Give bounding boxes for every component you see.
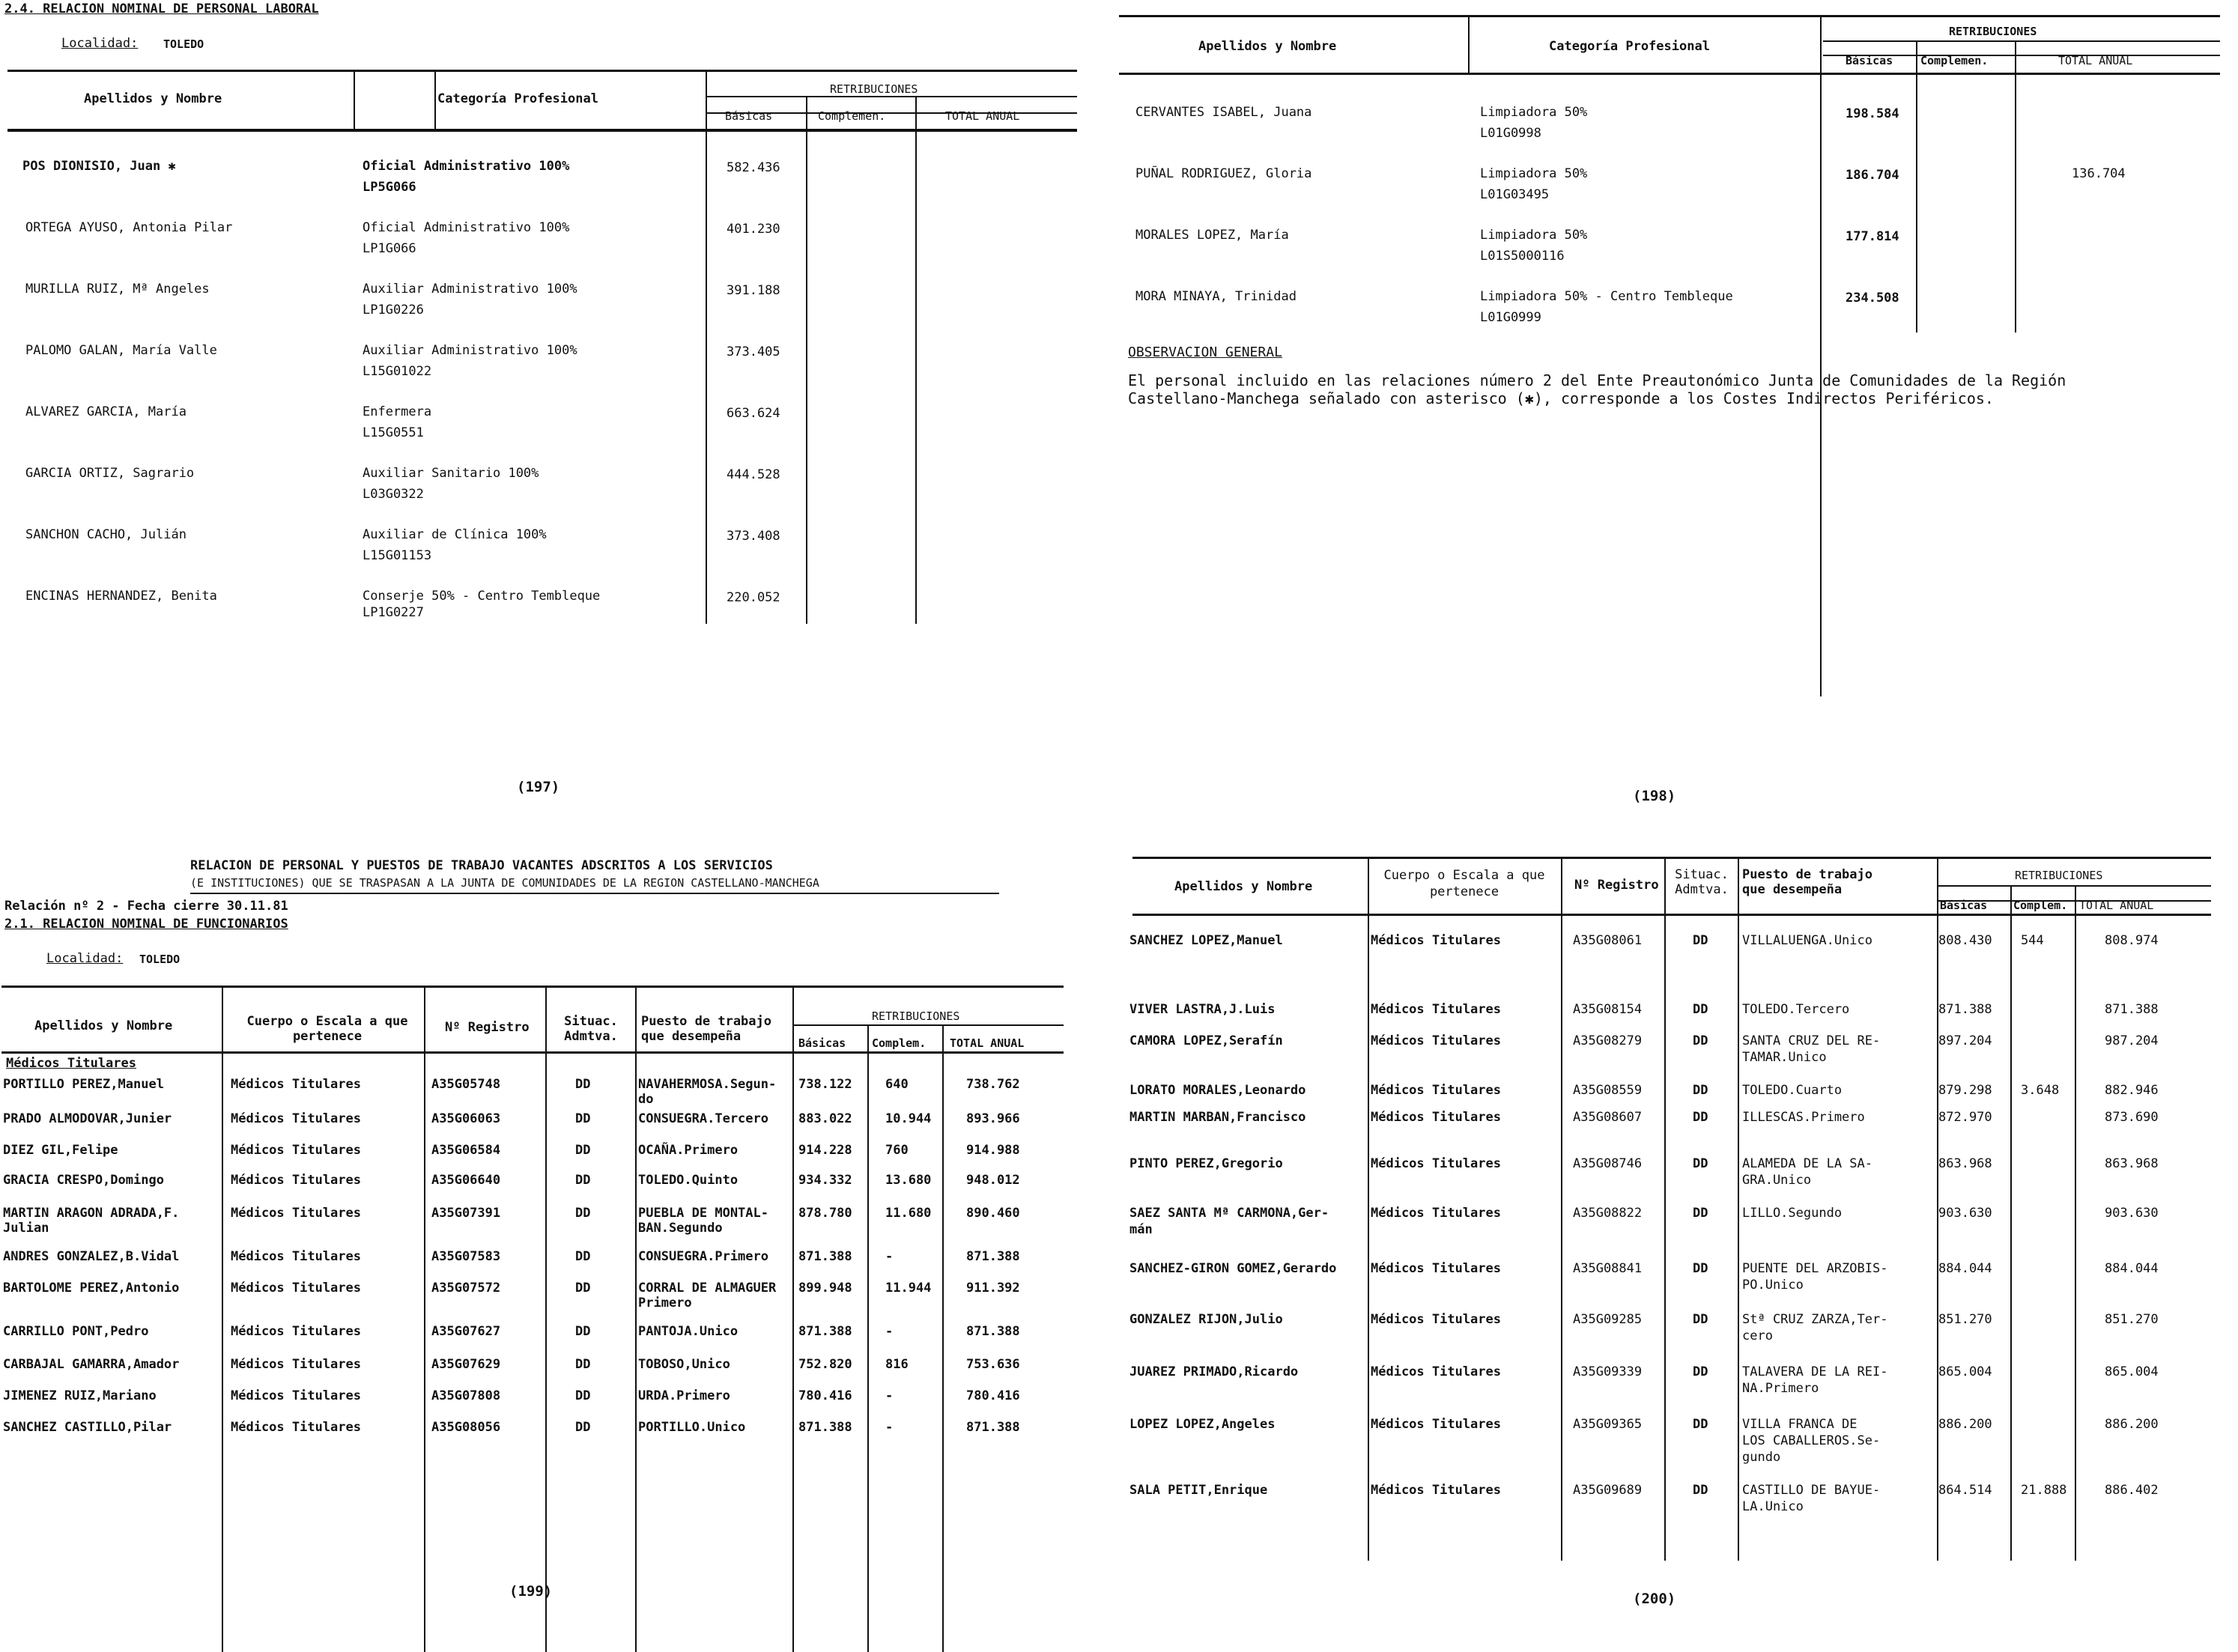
table-cell: VILLA FRANCA DE	[1742, 1417, 1858, 1432]
col-header-comp: Complemen.	[818, 109, 886, 123]
table-cell: 871.388	[966, 1420, 1020, 1435]
table-cell: DIEZ GIL,Felipe	[3, 1143, 118, 1158]
page-200	[1116, 839, 2238, 1610]
table-cell: 780.416	[798, 1388, 852, 1403]
col-header-comp: Complem.	[872, 1036, 927, 1050]
table-cell: PANTOJA.Unico	[638, 1324, 739, 1339]
table-cell: 816	[885, 1357, 909, 1372]
table-cell: DD	[1693, 1156, 1708, 1171]
table-cell: 873.690	[2105, 1110, 2159, 1125]
table-cell: 899.948	[798, 1281, 852, 1296]
table-cell: 914.988	[966, 1143, 1020, 1158]
table-cell: A35G09285	[1573, 1312, 1643, 1327]
page-198	[1116, 0, 2238, 805]
table-cell: DD	[575, 1173, 591, 1188]
table-cell: GRACIA CRESPO,Domingo	[3, 1173, 164, 1188]
table-cell: A35G08822	[1573, 1206, 1643, 1221]
table-cell: A35G09339	[1573, 1364, 1643, 1379]
table-cell: -	[885, 1324, 894, 1339]
table-cell: Conserje 50% - Centro Tembleque	[363, 589, 601, 604]
table-cell: L15G0551	[363, 425, 424, 440]
table-cell: A35G09689	[1573, 1483, 1643, 1498]
table-cell: LP1G0227	[363, 605, 424, 620]
table-cell: 808.430	[1938, 933, 1992, 948]
table-cell: A35G08154	[1573, 1002, 1643, 1017]
table-cell: L15G01153	[363, 548, 432, 563]
table-cell: LP5G066	[363, 180, 416, 195]
table-cell: 663.624	[727, 406, 780, 421]
section-title: 2.1. RELACION NOMINAL DE FUNCIONARIOS	[4, 917, 288, 932]
table-cell: NAVAHERMOSA.Segun-	[638, 1077, 777, 1092]
table-cell: CORRAL DE ALMAGUER	[638, 1281, 777, 1296]
table-cell: A35G09365	[1573, 1417, 1643, 1432]
table-cell: -	[885, 1420, 894, 1435]
table-cell: A35G08056	[431, 1420, 501, 1435]
col-header-bas: Básicas	[725, 109, 773, 123]
table-cell: A35G06640	[431, 1173, 501, 1188]
table-cell: 934.332	[798, 1173, 852, 1188]
table-cell: 851.270	[2105, 1312, 2159, 1327]
table-cell: Médicos Titulares	[231, 1111, 361, 1126]
table-cell: 198.584	[1846, 106, 1899, 121]
table-cell: ILLESCAS.Primero	[1742, 1110, 1865, 1125]
table-cell: 373.408	[727, 529, 780, 544]
table-cell: DD	[575, 1249, 591, 1264]
observation-text: El personal incluido en las relaciones número 2 del Ente Preautonómico Junta de Comunidades de la Región	[1128, 371, 2066, 389]
table-cell: A35G08559	[1573, 1083, 1643, 1098]
table-cell: DD	[1693, 1364, 1708, 1379]
table-cell: 878.780	[798, 1206, 852, 1221]
table-row: MORALES LOPEZ, María	[1135, 228, 1289, 243]
table-cell: ANDRES GONZALEZ,B.Vidal	[3, 1249, 180, 1264]
table-cell: Médicos Titulares	[1371, 1417, 1501, 1432]
table-cell: SANCHEZ-GIRON GOMEZ,Gerardo	[1129, 1261, 1337, 1276]
table-cell: NA.Primero	[1742, 1381, 1819, 1396]
col-header-reg: Nº Registro	[1574, 878, 1659, 893]
table-cell: Médicos Titulares	[231, 1324, 361, 1339]
col-header-cat: Categoría Profesional	[1549, 39, 1710, 54]
table-cell: 738.122	[798, 1077, 852, 1092]
table-cell: Oficial Administrativo 100%	[363, 159, 570, 174]
table-cell: 640	[885, 1077, 909, 1092]
table-cell: Auxiliar de Clínica 100%	[363, 527, 547, 542]
locality-value: TOLEDO	[139, 953, 181, 966]
table-cell: TOLEDO.Cuarto	[1742, 1083, 1843, 1098]
table-cell: Médicos Titulares	[1371, 1364, 1501, 1379]
table-cell: BAN.Segundo	[638, 1221, 723, 1236]
table-cell: Auxiliar Administrativo 100%	[363, 343, 577, 358]
table-cell: DD	[575, 1111, 591, 1126]
table-cell: A35G07391	[431, 1206, 501, 1221]
table-cell: Auxiliar Administrativo 100%	[363, 282, 577, 297]
table-cell: PORTILLO.Unico	[638, 1420, 746, 1435]
table-cell: LOPEZ LOPEZ,Angeles	[1129, 1417, 1276, 1432]
table-cell: 886.402	[2105, 1483, 2159, 1498]
table-cell: 911.392	[966, 1281, 1020, 1296]
table-cell: 753.636	[966, 1357, 1020, 1372]
table-cell: DD	[1693, 1417, 1708, 1432]
table-cell: 865.004	[2105, 1364, 2159, 1379]
table-cell: LORATO MORALES,Leonardo	[1129, 1083, 1306, 1098]
table-cell: 863.968	[1938, 1156, 1992, 1171]
page-197	[0, 0, 1094, 805]
table-cell: DD	[1693, 1083, 1708, 1098]
table-cell: L01G0998	[1480, 126, 1541, 141]
table-row: PALOMO GALAN, María Valle	[25, 343, 217, 358]
table-cell: -	[885, 1388, 894, 1403]
table-cell: 11.680	[885, 1206, 932, 1221]
table-cell: TAMAR.Unico	[1742, 1050, 1827, 1065]
table-cell: 948.012	[966, 1173, 1020, 1188]
table-cell: L01S5000116	[1480, 249, 1565, 264]
table-cell: Médicos Titulares	[231, 1388, 361, 1403]
table-cell: CONSUEGRA.Tercero	[638, 1111, 768, 1126]
table-cell: DD	[1693, 1002, 1708, 1017]
table-cell: OCAÑA.Primero	[638, 1143, 739, 1158]
table-row: ENCINAS HERNANDEZ, Benita	[25, 589, 217, 604]
table-cell: GONZALEZ RIJON,Julio	[1129, 1312, 1283, 1327]
table-cell: Oficial Administrativo 100%	[363, 220, 570, 235]
col-header-comp: Complemen.	[1920, 54, 1989, 67]
table-cell: Médicos Titulares	[1371, 1002, 1501, 1017]
table-cell: URDA.Primero	[638, 1388, 730, 1403]
table-cell: A35G07627	[431, 1324, 501, 1339]
col-header-puesto: Puesto de trabajo que desempeña	[1742, 867, 1872, 897]
table-cell: Limpiadora 50%	[1480, 166, 1588, 181]
table-cell: 220.052	[727, 590, 780, 605]
table-cell: 444.528	[727, 467, 780, 482]
table-cell: A35G07629	[431, 1357, 501, 1372]
col-header-bas: Básicas	[798, 1036, 846, 1050]
table-cell: GRA.Unico	[1742, 1173, 1812, 1188]
relacion-line: Relación nº 2 - Fecha cierre 30.11.81	[4, 899, 288, 914]
col-header-reg: Nº Registro	[445, 1020, 530, 1035]
table-cell: A35G05748	[431, 1077, 501, 1092]
locality-label: Localidad:	[61, 36, 139, 51]
table-row: SANCHON CACHO, Julián	[25, 527, 186, 542]
table-cell: DD	[575, 1143, 591, 1158]
observation-title: OBSERVACION GENERAL	[1128, 344, 1282, 360]
table-cell: DD	[1693, 1483, 1708, 1498]
table-row: MURILLA RUIZ, Mª Angeles	[25, 282, 210, 297]
table-cell: Médicos Titulares	[231, 1249, 361, 1264]
table-cell: A35G07583	[431, 1249, 501, 1264]
table-cell: VIVER LASTRA,J.Luis	[1129, 1002, 1276, 1017]
table-cell: PUENTE DEL ARZOBIS-	[1742, 1261, 1888, 1276]
table-cell: VILLALUENGA.Unico	[1742, 933, 1872, 948]
table-cell: A35G07808	[431, 1388, 501, 1403]
table-row: PUÑAL RODRIGUEZ, Gloria	[1135, 166, 1312, 181]
table-cell: A35G08607	[1573, 1110, 1643, 1125]
table-cell: LOS CABALLEROS.Se-	[1742, 1433, 1881, 1448]
locality-value: TOLEDO	[163, 37, 204, 51]
table-cell: DD	[575, 1206, 591, 1221]
page-number: (200)	[1633, 1591, 1676, 1607]
col-header-ret: RETRIBUCIONES	[2015, 869, 2103, 882]
table-cell: ALAMEDA DE LA SA-	[1742, 1156, 1872, 1171]
col-header-ret: RETRIBUCIONES	[1949, 25, 2037, 38]
table-cell: 871.388	[798, 1420, 852, 1435]
table-row: ORTEGA AYUSO, Antonia Pilar	[25, 220, 233, 235]
table-cell: Auxiliar Sanitario 100%	[363, 466, 539, 481]
doc-subtitle: (E INSTITUCIONES) QUE SE TRASPASAN A LA JUNTA DE COMUNIDADES DE LA REGION CASTELLANO-MANCHEGA	[190, 876, 819, 890]
col-header-cat: Categoría Profesional	[437, 91, 598, 106]
table-cell: 872.970	[1938, 1110, 1992, 1125]
table-cell: DD	[575, 1281, 591, 1296]
page-number: (199)	[509, 1583, 553, 1600]
table-cell: CARBAJAL GAMARRA,Amador	[3, 1357, 180, 1372]
table-cell: 890.460	[966, 1206, 1020, 1221]
table-cell: JUAREZ PRIMADO,Ricardo	[1129, 1364, 1299, 1379]
table-cell: 11.944	[885, 1281, 932, 1296]
table-cell: Limpiadora 50%	[1480, 105, 1588, 120]
table-cell: TOLEDO.Quinto	[638, 1173, 739, 1188]
table-cell: LP1G0226	[363, 303, 424, 318]
table-cell: Médicos Titulares	[1371, 1206, 1501, 1221]
col-header-sit: Situac. Admtva.	[1675, 867, 1729, 897]
col-header-comp: Complem.	[2013, 899, 2068, 912]
table-cell: 186.704	[1846, 168, 1899, 183]
group-label: Médicos Titulares	[6, 1056, 136, 1071]
table-row: POS DIONISIO, Juan ✱	[22, 159, 176, 174]
page-number: (197)	[517, 779, 560, 795]
table-cell: 903.630	[1938, 1206, 1992, 1221]
table-cell: 879.298	[1938, 1083, 1992, 1098]
table-cell: TALAVERA DE LA REI-	[1742, 1364, 1888, 1379]
table-cell: 136.704	[2072, 166, 2126, 181]
table-cell: 914.228	[798, 1143, 852, 1158]
table-cell: Stª CRUZ ZARZA,Ter-	[1742, 1312, 1888, 1327]
table-cell: DD	[575, 1388, 591, 1403]
table-cell: Primero	[638, 1296, 692, 1311]
table-cell: 871.388	[798, 1249, 852, 1264]
table-cell: 177.814	[1846, 229, 1899, 244]
table-cell: Médicos Titulares	[231, 1143, 361, 1158]
table-cell: DD	[1693, 1033, 1708, 1048]
table-cell: SANCHEZ LOPEZ,Manuel	[1129, 933, 1283, 948]
table-cell: Médicos Titulares	[1371, 1033, 1501, 1048]
table-cell: Limpiadora 50% - Centro Tembleque	[1480, 289, 1733, 304]
table-cell: -	[885, 1249, 894, 1264]
table-cell: CONSUEGRA.Primero	[638, 1249, 768, 1264]
table-cell: Médicos Titulares	[1371, 1483, 1501, 1498]
table-cell: 871.388	[798, 1324, 852, 1339]
table-cell: 886.200	[2105, 1417, 2159, 1432]
table-cell: PORTILLO PEREZ,Manuel	[3, 1077, 164, 1092]
table-cell: PUEBLA DE MONTAL-	[638, 1206, 768, 1221]
table-cell: 582.436	[727, 160, 780, 175]
table-cell: Médicos Titulares	[231, 1357, 361, 1372]
col-header-name: Apellidos y Nombre	[34, 1018, 173, 1033]
table-cell: 871.388	[2105, 1002, 2159, 1017]
col-header-bas: Básicas	[1940, 899, 1988, 912]
table-cell: DD	[1693, 933, 1708, 948]
col-header-cuerpo: Cuerpo o Escala a que pertenece	[1383, 868, 1545, 899]
doc-title: RELACION DE PERSONAL Y PUESTOS DE TRABAJO VACANTES ADSCRITOS A LOS SERVICIOS	[190, 858, 773, 873]
table-cell: DD	[575, 1357, 591, 1372]
table-cell: 865.004	[1938, 1364, 1992, 1379]
table-cell: 373.405	[727, 344, 780, 359]
table-cell: DD	[575, 1077, 591, 1092]
table-cell: SALA PETIT,Enrique	[1129, 1483, 1268, 1498]
table-cell: PINTO PEREZ,Gregorio	[1129, 1156, 1283, 1171]
page-number: (198)	[1633, 788, 1676, 804]
table-cell: 893.966	[966, 1111, 1020, 1126]
table-cell: 903.630	[2105, 1206, 2159, 1221]
table-cell: gundo	[1742, 1450, 1781, 1465]
table-cell: BARTOLOME PEREZ,Antonio	[3, 1281, 180, 1296]
page-199	[0, 839, 1094, 1610]
table-cell: 863.968	[2105, 1156, 2159, 1171]
table-cell: mán	[1129, 1222, 1153, 1237]
col-header-ret: RETRIBUCIONES	[872, 1009, 960, 1023]
col-header-name: Apellidos y Nombre	[84, 91, 222, 106]
table-cell: Médicos Titulares	[1371, 1156, 1501, 1171]
table-cell: L03G0322	[363, 487, 424, 502]
table-cell: DD	[575, 1324, 591, 1339]
table-cell: 234.508	[1846, 291, 1899, 306]
table-cell: Médicos Titulares	[231, 1077, 361, 1092]
table-cell: Médicos Titulares	[1371, 1110, 1501, 1125]
table-cell: Limpiadora 50%	[1480, 228, 1588, 243]
table-cell: Julian	[3, 1221, 49, 1236]
table-cell: Médicos Titulares	[1371, 1261, 1501, 1276]
table-cell: Médicos Titulares	[1371, 933, 1501, 948]
table-cell: 883.022	[798, 1111, 852, 1126]
table-cell: Enfermera	[363, 404, 432, 419]
table-cell: LA.Unico	[1742, 1499, 1804, 1514]
col-header-tot: TOTAL ANUAL	[2079, 899, 2154, 912]
table-row: ALVAREZ GARCIA, María	[25, 404, 186, 419]
table-cell: 886.200	[1938, 1417, 1992, 1432]
table-cell: L15G01022	[363, 364, 432, 379]
table-cell: cero	[1742, 1328, 1773, 1343]
table-cell: Médicos Titulares	[1371, 1312, 1501, 1327]
table-cell: 10.944	[885, 1111, 932, 1126]
col-header-puesto: Puesto de trabajo que desempeña	[641, 1014, 771, 1044]
table-cell: DD	[1693, 1206, 1708, 1221]
table-cell: 871.388	[1938, 1002, 1992, 1017]
table-cell: 391.188	[727, 283, 780, 298]
table-cell: 884.044	[1938, 1261, 1992, 1276]
table-cell: 3.648	[2021, 1083, 2060, 1098]
table-cell: CARRILLO PONT,Pedro	[3, 1324, 149, 1339]
table-cell: TOBOSO,Unico	[638, 1357, 730, 1372]
col-header-tot: TOTAL ANUAL	[2058, 54, 2133, 67]
table-cell: 884.044	[2105, 1261, 2159, 1276]
table-cell: 808.974	[2105, 933, 2159, 948]
table-cell: A35G07572	[431, 1281, 501, 1296]
locality-label: Localidad:	[46, 951, 124, 966]
table-cell: 760	[885, 1143, 909, 1158]
table-cell: 864.514	[1938, 1483, 1992, 1498]
section-title: 2.4. RELACION NOMINAL DE PERSONAL LABORAL	[4, 1, 319, 16]
table-cell: 987.204	[2105, 1033, 2159, 1048]
table-cell: DD	[1693, 1110, 1708, 1125]
table-cell: PRADO ALMODOVAR,Junier	[3, 1111, 172, 1126]
table-cell: DD	[575, 1420, 591, 1435]
table-cell: Médicos Titulares	[1371, 1083, 1501, 1098]
table-cell: CAMORA LOPEZ,Serafín	[1129, 1033, 1283, 1048]
col-header-name: Apellidos y Nombre	[1198, 39, 1337, 54]
table-cell: LP1G066	[363, 241, 416, 256]
table-cell: SANTA CRUZ DEL RE-	[1742, 1033, 1881, 1048]
table-cell: A35G06063	[431, 1111, 501, 1126]
table-cell: Médicos Titulares	[231, 1281, 361, 1296]
table-cell: 544	[2021, 933, 2044, 948]
table-cell: Médicos Titulares	[231, 1206, 361, 1221]
table-cell: 13.680	[885, 1173, 932, 1188]
table-cell: A35G08841	[1573, 1261, 1643, 1276]
table-row: CERVANTES ISABEL, Juana	[1135, 105, 1312, 120]
table-cell: 21.888	[2021, 1483, 2067, 1498]
table-cell: CASTILLO DE BAYUE-	[1742, 1483, 1881, 1498]
table-cell: Médicos Titulares	[231, 1173, 361, 1188]
table-cell: 780.416	[966, 1388, 1020, 1403]
col-header-name: Apellidos y Nombre	[1174, 879, 1313, 894]
table-row: MORA MINAYA, Trinidad	[1135, 289, 1297, 304]
table-cell: A35G08746	[1573, 1156, 1643, 1171]
table-cell: A35G06584	[431, 1143, 501, 1158]
col-header-tot: TOTAL ANUAL	[950, 1036, 1025, 1050]
table-cell: do	[638, 1092, 654, 1107]
table-cell: MARTIN ARAGON ADRADA,F.	[3, 1206, 180, 1221]
col-header-sit: Situac. Admtva.	[564, 1014, 618, 1044]
table-cell: 738.762	[966, 1077, 1020, 1092]
table-cell: 871.388	[966, 1249, 1020, 1264]
col-header-cuerpo: Cuerpo o Escala a que pertenece	[246, 1014, 408, 1044]
table-cell: DD	[1693, 1261, 1708, 1276]
col-header-ret: RETRIBUCIONES	[830, 82, 918, 96]
table-cell: LILLO.Segundo	[1742, 1206, 1843, 1221]
table-cell: JIMENEZ RUIZ,Mariano	[3, 1388, 157, 1403]
table-cell: SAEZ SANTA Mª CARMONA,Ger-	[1129, 1206, 1329, 1221]
table-cell: 882.946	[2105, 1083, 2159, 1098]
table-cell: 752.820	[798, 1357, 852, 1372]
table-cell: PO.Unico	[1742, 1278, 1804, 1293]
table-cell: 897.204	[1938, 1033, 1992, 1048]
table-cell: L01G0999	[1480, 310, 1541, 325]
table-cell: A35G08279	[1573, 1033, 1643, 1048]
table-cell: A35G08061	[1573, 933, 1643, 948]
observation-text: Castellano-Manchega señalado con asterisco (✱), corresponde a los Costes Indirectos Periféricos.	[1128, 389, 1994, 407]
table-cell: L01G03495	[1480, 187, 1550, 202]
table-cell: MARTIN MARBAN,Francisco	[1129, 1110, 1306, 1125]
col-header-tot: TOTAL ANUAL	[945, 109, 1020, 123]
table-cell: 851.270	[1938, 1312, 1992, 1327]
table-cell: TOLEDO.Tercero	[1742, 1002, 1850, 1017]
table-cell: 871.388	[966, 1324, 1020, 1339]
table-cell: SANCHEZ CASTILLO,Pilar	[3, 1420, 172, 1435]
col-header-bas: Básicas	[1846, 54, 1893, 67]
table-cell: Médicos Titulares	[231, 1420, 361, 1435]
table-row: GARCIA ORTIZ, Sagrario	[25, 466, 195, 481]
table-cell: 401.230	[727, 222, 780, 237]
table-cell: DD	[1693, 1312, 1708, 1327]
